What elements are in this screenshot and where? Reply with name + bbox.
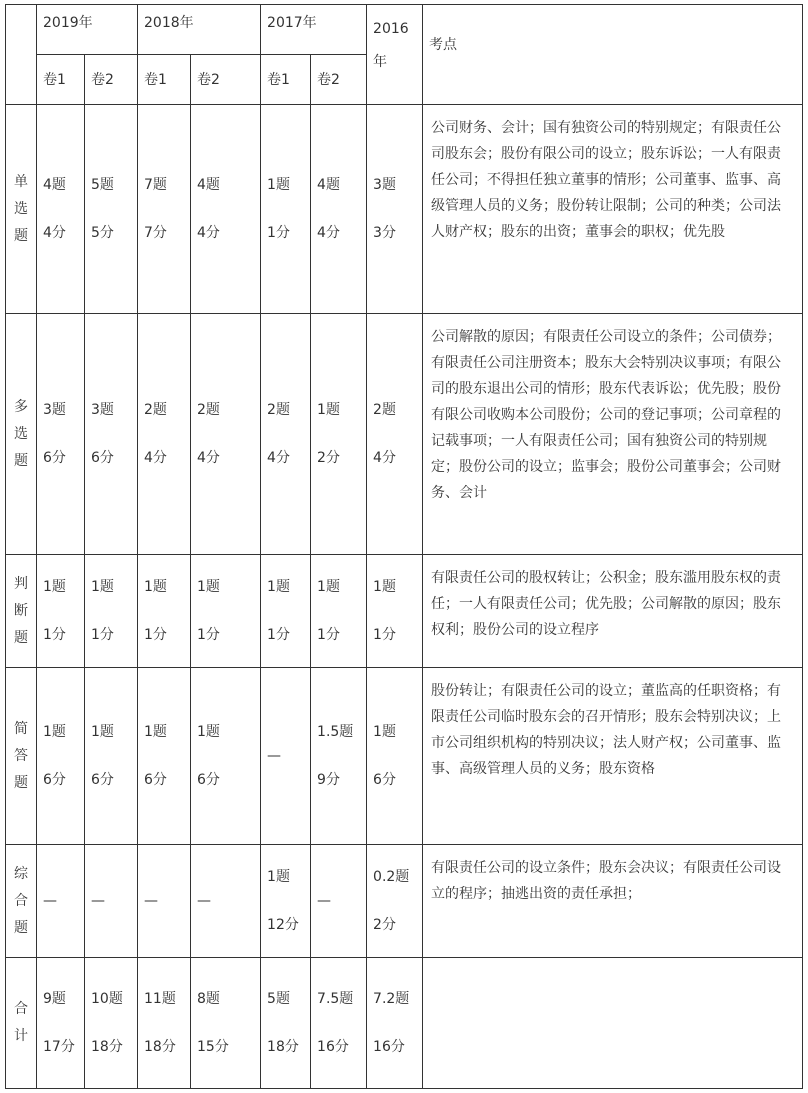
points-cell: 有限责任公司的股权转让；公积金；股东滥用股东权的责任；一人有限责任公司；优先股；公司解散的原因；股东权利；股份公司的设立程序 — [423, 555, 803, 668]
question-count: 1题 — [43, 579, 66, 595]
score-value: 6分 — [91, 772, 114, 788]
score-cell — [85, 314, 138, 555]
score-value: 3分 — [373, 225, 396, 241]
category-char: 综 — [14, 865, 28, 882]
question-count: 2题 — [267, 402, 290, 418]
score-cell — [311, 668, 367, 845]
question-count: 1题 — [43, 724, 66, 740]
score-value: 1分 — [267, 627, 290, 643]
score-cell — [85, 668, 138, 845]
score-value: 4分 — [197, 450, 220, 466]
score-cell — [191, 958, 261, 1089]
category-cell — [6, 105, 37, 314]
score-value: 9分 — [317, 772, 340, 788]
points-cell: 有限责任公司的设立条件；股东会决议；有限责任公司设立的程序；抽逃出资的责任承担； — [423, 845, 803, 958]
category-cell — [6, 958, 37, 1089]
paper-header-cell: 卷2 — [191, 55, 261, 105]
score-value: 1分 — [197, 627, 220, 643]
score-cell — [191, 105, 261, 314]
year-2016-number: 2016 — [373, 21, 409, 37]
category-char: 题 — [14, 774, 28, 791]
score-value: 4分 — [373, 450, 396, 466]
score-cell — [37, 668, 85, 845]
question-count: 1题 — [91, 724, 114, 740]
score-value: 1分 — [144, 627, 167, 643]
paper-header-cell: 卷2 — [311, 55, 367, 105]
paper-header-cell: 卷1 — [261, 55, 311, 105]
year-header-2018: 2018年 — [138, 5, 261, 55]
category-char: 题 — [14, 452, 28, 469]
score-value: 16分 — [317, 1039, 349, 1055]
score-cell — [138, 105, 191, 314]
score-cell — [261, 668, 311, 845]
score-cell — [138, 314, 191, 555]
question-count: 7题 — [144, 177, 167, 193]
year-2016-unit: 年 — [373, 54, 388, 70]
score-value: 18分 — [144, 1039, 176, 1055]
score-value: 2分 — [317, 450, 340, 466]
category-char: 题 — [14, 629, 28, 646]
score-cell — [367, 105, 423, 314]
score-value: 1分 — [267, 225, 290, 241]
score-cell — [191, 555, 261, 668]
score-cell — [138, 845, 191, 958]
score-cell — [367, 314, 423, 555]
table-row — [6, 314, 803, 555]
question-count: 1.5题 — [317, 724, 354, 740]
category-cell — [6, 555, 37, 668]
score-value: 17分 — [43, 1039, 75, 1055]
score-value: 6分 — [197, 772, 220, 788]
score-cell — [311, 958, 367, 1089]
category-char: 选 — [14, 200, 28, 217]
category-char: 计 — [14, 1028, 28, 1044]
score-cell — [311, 105, 367, 314]
category-char: 判 — [14, 575, 28, 592]
score-value: 16分 — [373, 1039, 405, 1055]
question-count: 7.5题 — [317, 991, 354, 1007]
question-count: 0.2题 — [373, 869, 410, 885]
question-count: 8题 — [197, 991, 220, 1007]
score-value: 5分 — [91, 225, 114, 241]
score-value: 1分 — [43, 627, 66, 643]
score-value: 4分 — [267, 450, 290, 466]
question-count: 1题 — [373, 579, 396, 595]
corner-cell — [6, 5, 37, 105]
question-count: 11题 — [144, 991, 176, 1007]
table-row — [6, 958, 803, 1089]
score-cell — [261, 105, 311, 314]
score-value: 4分 — [43, 225, 66, 241]
question-count: 1题 — [317, 579, 340, 595]
score-cell — [85, 105, 138, 314]
score-cell — [367, 555, 423, 668]
score-value: 4分 — [144, 450, 167, 466]
category-cell — [6, 668, 37, 845]
category-char: 单 — [14, 173, 28, 190]
score-value: 6分 — [43, 450, 66, 466]
paper-header-cell: 卷1 — [37, 55, 85, 105]
category-char: 选 — [14, 425, 28, 442]
question-count: 1题 — [373, 724, 396, 740]
question-count: 1题 — [197, 579, 220, 595]
year-header-2019: 2019年 — [37, 5, 138, 55]
category-char: 题 — [14, 919, 28, 936]
score-value: 4分 — [317, 225, 340, 241]
score-value: 6分 — [91, 450, 114, 466]
table-row — [6, 845, 803, 958]
score-value: 6分 — [43, 772, 66, 788]
score-value: 4分 — [197, 225, 220, 241]
score-cell — [37, 314, 85, 555]
points-header: 考点 — [423, 5, 803, 105]
question-count: 10题 — [91, 991, 123, 1007]
question-count: — — [43, 893, 57, 909]
score-value: 18分 — [91, 1039, 123, 1055]
question-count: 5题 — [91, 177, 114, 193]
category-char: 合 — [14, 1001, 28, 1017]
question-count: 4题 — [43, 177, 66, 193]
score-cell — [311, 555, 367, 668]
points-cell: 公司解散的原因；有限责任公司设立的条件；公司债券；有限责任公司注册资本；股东大会特别决议事项；有限公司的股东退出公司的情形；股东代表诉讼；优先股；股份有限公司收购本公司股份；公司的登记事项；公司章程的记载事项；一人有限责任公司；国有独资公司的特别规定；股份公司的设立；监事会；股份公司董事会；公司财务、会计 — [423, 314, 803, 555]
score-value: 1分 — [317, 627, 340, 643]
score-cell — [367, 845, 423, 958]
category-char: 断 — [14, 602, 28, 619]
question-count: 1题 — [267, 869, 290, 885]
score-cell — [85, 958, 138, 1089]
score-cell — [367, 668, 423, 845]
year-header-2016 — [367, 5, 423, 105]
score-cell — [191, 668, 261, 845]
question-count: — — [267, 748, 282, 764]
question-count: 1题 — [144, 724, 167, 740]
score-cell — [138, 958, 191, 1089]
points-cell — [423, 958, 803, 1089]
score-cell — [367, 958, 423, 1089]
question-count: 9题 — [43, 991, 66, 1007]
exam-stats-table — [5, 4, 803, 1089]
score-cell — [138, 555, 191, 668]
question-count: 2题 — [373, 402, 396, 418]
score-value: 6分 — [373, 772, 396, 788]
question-count: — — [91, 893, 105, 909]
question-count: 1题 — [267, 177, 290, 193]
category-cell — [6, 845, 37, 958]
score-cell — [261, 555, 311, 668]
score-cell — [37, 555, 85, 668]
score-value: 2分 — [373, 917, 396, 933]
points-cell: 公司财务、会计；国有独资公司的特别规定；有限责任公司股东会；股份有限公司的设立；股东诉讼；一人有限责任公司；不得担任独立董事的情形；公司董事、监事、高级管理人员的义务；股份转让限制；公司的种类；公司法人财产权；股东的出资；董事会的职权；优先股 — [423, 105, 803, 314]
question-count: — — [197, 893, 212, 909]
score-cell — [191, 845, 261, 958]
question-count: 3题 — [43, 402, 66, 418]
table-row — [6, 555, 803, 668]
score-cell — [138, 668, 191, 845]
question-count: 3题 — [91, 402, 114, 418]
category-char: 简 — [14, 720, 28, 737]
table-row — [6, 105, 803, 314]
score-cell — [311, 845, 367, 958]
category-char: 题 — [14, 227, 28, 244]
score-value: 15分 — [197, 1039, 229, 1055]
question-count: — — [144, 893, 159, 909]
score-cell — [85, 845, 138, 958]
score-cell — [311, 314, 367, 555]
score-value: 12分 — [267, 917, 299, 933]
question-count: 1题 — [267, 579, 290, 595]
question-count: 7.2题 — [373, 991, 410, 1007]
question-count: 1题 — [317, 402, 340, 418]
question-count: 4题 — [197, 177, 220, 193]
points-cell: 股份转让；有限责任公司的设立；董监高的任职资格；有限责任公司临时股东会的召开情形；股东会特别决议；上市公司组织机构的特别决议；法人财产权；公司董事、监事、高级管理人员的义务；股东资格 — [423, 668, 803, 845]
question-count: 3题 — [373, 177, 396, 193]
score-cell — [85, 555, 138, 668]
category-char: 多 — [14, 398, 28, 415]
question-count: 5题 — [267, 991, 290, 1007]
question-count: 2题 — [144, 402, 167, 418]
question-count: — — [317, 893, 332, 909]
score-cell — [261, 314, 311, 555]
question-count: 1题 — [144, 579, 167, 595]
score-cell — [37, 105, 85, 314]
score-cell — [37, 845, 85, 958]
score-value: 1分 — [91, 627, 114, 643]
score-cell — [191, 314, 261, 555]
question-count: 1题 — [197, 724, 220, 740]
question-count: 2题 — [197, 402, 220, 418]
category-char: 答 — [14, 747, 28, 764]
score-cell — [261, 958, 311, 1089]
table-row — [6, 668, 803, 845]
category-char: 合 — [14, 892, 28, 909]
question-count: 1题 — [91, 579, 114, 595]
score-value: 1分 — [373, 627, 396, 643]
paper-header-cell: 卷1 — [138, 55, 191, 105]
paper-header-cell: 卷2 — [85, 55, 138, 105]
score-cell — [261, 845, 311, 958]
score-value: 6分 — [144, 772, 167, 788]
score-value: 7分 — [144, 225, 167, 241]
question-count: 4题 — [317, 177, 340, 193]
score-cell — [37, 958, 85, 1089]
category-cell — [6, 314, 37, 555]
score-value: 18分 — [267, 1039, 299, 1055]
year-header-2017: 2017年 — [261, 5, 367, 55]
